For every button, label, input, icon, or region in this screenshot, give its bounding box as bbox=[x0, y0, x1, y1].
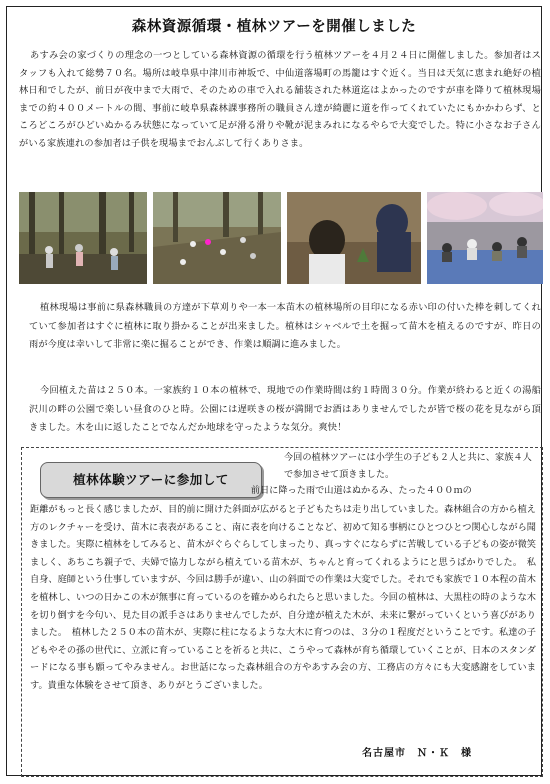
forest-planting-photo bbox=[19, 192, 147, 284]
report-second-line: 前日に降った雨で山道はぬかるみ、たった４００ｍの bbox=[250, 485, 472, 496]
report-signature: 名古屋市 Ｎ・Ｋ 様 bbox=[362, 748, 472, 759]
page-title: 森林資源循環・植林ツアーを開催しました bbox=[131, 19, 417, 35]
report-body: 距離がもっと長く感じましたが、目的前に開けた斜面が広がると子どもたちは走り出していました。森林組合の方から植え方のレクチャーを受け、苗木に表表があること、南に表を向けることなど、初めて知る事柄にひとつひとつ関心しながら聞きました。実際に植林をしてみると、苗木がぐらぐらしてしまったり、真っすぐにならずに苦戦している子どもの姿が微笑ましく、あちこち親子で、夫婦で協力しながら植えている苗木が、ちゃんと育ってくれるようにと思うばかりでした。 私自身、庭師という仕事していますが、今回は勝手が違い、山の斜面での作業は大変でした。それでも家族で１０本程の苗木を植林し、いつの日かこの木が無事に育っているのを確かめられたらと思いました。今回の植林は、大黒柱の時のような木を切り倒すを今句い、見た目の派手さはありませんでしたが、自分達が植えた木が、未来に繋がっていくという喜びがありました。 植林した２５０本の苗木が、実際に柱になるような大木に育つのは、３分の１程度だということです。私達の子どもやその孫の世代に、立派に育っていることを祈ると共に、こうやって森林が育ち循環していくことが、日本のスタンダードになる事も願ってやみません。お世話になった森林組合の方やあすみ会の方、工務店の方々にも大変感謝をしています。貴重な体験をさせて頂き、ありがとうございました。 bbox=[30, 504, 536, 691]
photo-strip bbox=[19, 192, 543, 284]
report-heading-badge: 植林体験ツアーに参加して bbox=[40, 462, 262, 498]
hillside-group-photo bbox=[153, 192, 281, 284]
report-first-line: 今回の植林ツアーには小学生の子ども２人と共に、家族４人で参加させて頂きました。 bbox=[284, 452, 532, 480]
lunch-paragraph: 今回植えた苗は２５０本。一家族約１０本の植林で、現地での作業時間は約１時間３０分。作業が終わると近くの湯船沢川の畔の公園で楽しい昼食のひと時。公園には遅咲きの桜が満開でお酒はありませんでしたが皆で桜の花を見ながら頂きました。木を山に返したことでなんだか地球を守ったような気分。爽快！ bbox=[29, 385, 541, 433]
picnic-under-cherry-photo bbox=[427, 192, 543, 284]
intro-paragraph: あすみ会の家づくりの理念の一つとしている森林資源の循環を行う植林ツアーを４月２４日に開催しました。参加者はスタッフも入れて総勢７０名。場所は岐阜県中津川市神坂で、中仙道落場町の馬籠はすぐ近く。当日は天気に恵まれ絶好の植林日和でしたが、前日が夜中まで大雨で、そのための車で入れる舗装された林道迄はよかったのですが車を降りて植林現場までの約４００メートルの間、事前に岐阜県森林課事務所の職員さん達が綺麗に道を作ってくれていたにもかかわらず、ところどころがひどいぬかるみ状態になっていて足が滑る滑りや靴が泥まみれになるやらで大変でした。特に小さなお子さんがいる家族連れの参加者は子供を現場までおんぶして行くありさま。 bbox=[19, 50, 541, 149]
planting-paragraph: 植林現場は事前に県森林職員の方達が下草刈りや一本一本苗木の植林場所の目印になる赤い印の付いた棒を刺してくれていて参加者はすぐに植林に取り掛かることが出来ました。植林はシャベルで土を掘って苗木を植えるのですが、昨日の雨が今度は幸いして非常に楽に掘ることができ、作業は順調に進みました。 bbox=[29, 302, 541, 350]
participant-report bbox=[21, 447, 543, 777]
child-planting-photo bbox=[287, 192, 421, 284]
page-frame bbox=[6, 6, 542, 776]
